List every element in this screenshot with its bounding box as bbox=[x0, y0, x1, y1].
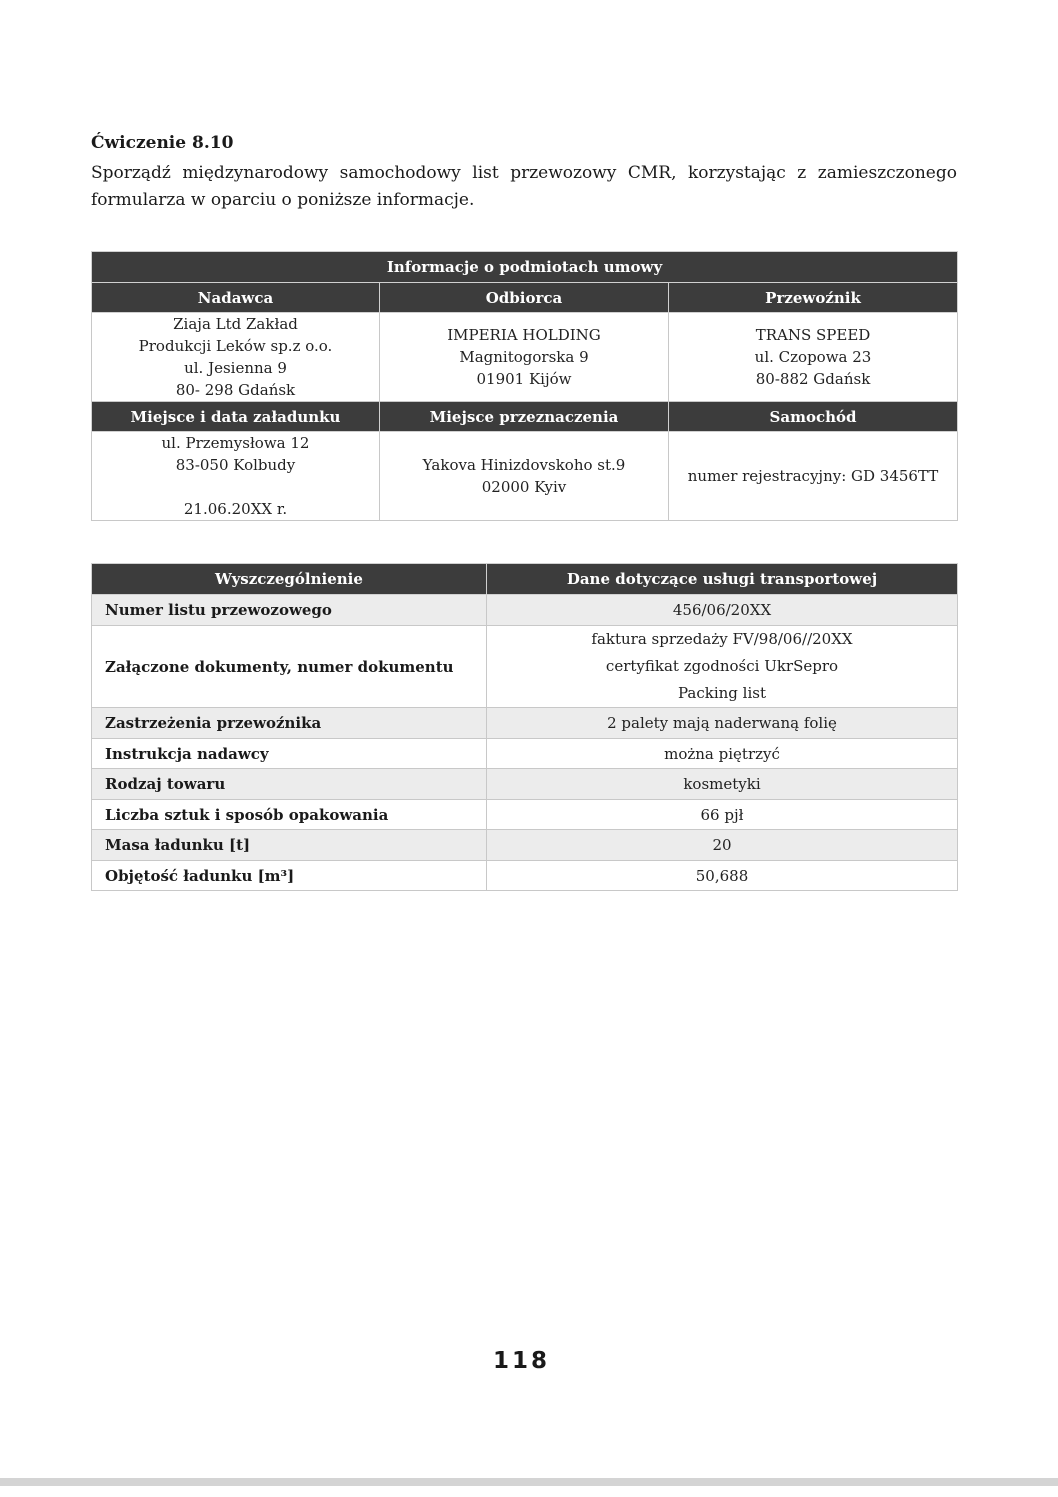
bottom-divider bbox=[0, 1478, 1058, 1486]
carrier-line: ul. Czopowa 23 bbox=[754, 348, 872, 366]
header-przewoznik: Przewoźnik bbox=[669, 283, 958, 313]
row-label: Liczba sztuk i sposób opakowania bbox=[92, 800, 487, 830]
header-loading-place-date: Miejsce i data załadunku bbox=[92, 402, 380, 432]
table-row bbox=[92, 739, 958, 769]
row-label: Rodzaj towaru bbox=[92, 769, 487, 800]
row-label: Instrukcja nadawcy bbox=[92, 739, 487, 769]
document-line: Packing list bbox=[677, 684, 766, 702]
page-number: 118 bbox=[492, 1348, 550, 1374]
header-specification: Wyszczególnienie bbox=[92, 564, 487, 595]
sender-line: Ziaja Ltd Zakład bbox=[173, 315, 298, 333]
row-value bbox=[487, 626, 958, 708]
recipient-line: IMPERIA HOLDING bbox=[447, 326, 601, 344]
document-line: certyfikat zgodności UkrSepro bbox=[605, 657, 839, 675]
carrier-cell bbox=[669, 313, 958, 402]
exercise-title: Ćwiczenie 8.10 bbox=[91, 133, 234, 153]
table-row bbox=[92, 861, 958, 891]
row-value: 456/06/20XX bbox=[487, 595, 958, 626]
header-odbiorca: Odbiorca bbox=[380, 283, 669, 313]
row-value: 2 palety mają naderwaną folię bbox=[487, 708, 958, 739]
table-row bbox=[92, 800, 958, 830]
row-value: kosmetyki bbox=[487, 769, 958, 800]
carrier-line: 80-882 Gdańsk bbox=[755, 370, 871, 388]
loading-line: ul. Przemysłowa 12 bbox=[161, 434, 310, 452]
row-value: 50,688 bbox=[487, 861, 958, 891]
details-table bbox=[91, 563, 958, 891]
header-nadawca: Nadawca bbox=[92, 283, 380, 313]
loading-place-cell bbox=[92, 432, 380, 521]
row-label: Numer listu przewozowego bbox=[92, 595, 487, 626]
sender-line: Produkcji Leków sp.z o.o. bbox=[138, 337, 333, 355]
row-label: Załączone dokumenty, numer dokumentu bbox=[92, 626, 487, 708]
row-label: Masa ładunku [t] bbox=[92, 830, 487, 861]
vehicle-cell bbox=[669, 432, 958, 521]
table-row bbox=[92, 595, 958, 626]
exercise-instruction: Sporządź międzynarodowy samochodowy list przewozowy CMR, korzystając z zamieszczonego formularza w oparciu o poniższe informacje. bbox=[91, 163, 957, 210]
header-destination: Miejsce przeznaczenia bbox=[380, 402, 669, 432]
loading-line bbox=[92, 476, 379, 498]
sender-line: ul. Jesienna 9 bbox=[184, 359, 287, 377]
destination-line: Yakova Hinizdovskoho st.9 bbox=[422, 456, 626, 474]
loading-date: 21.06.20XX r. bbox=[183, 500, 288, 518]
recipient-line: 01901 Kijów bbox=[476, 370, 572, 388]
sender-line: 80- 298 Gdańsk bbox=[175, 381, 296, 399]
loading-line: 83-050 Kolbudy bbox=[175, 456, 296, 474]
header-transport-data: Dane dotyczące usługi transportowej bbox=[487, 564, 958, 595]
header-vehicle: Samochód bbox=[669, 402, 958, 432]
row-label: Zastrzeżenia przewoźnika bbox=[92, 708, 487, 739]
document-line: faktura sprzedaży FV/98/06//20XX bbox=[591, 630, 853, 648]
vehicle-registration: numer rejestracyjny: GD 3456TT bbox=[687, 467, 939, 485]
carrier-line: TRANS SPEED bbox=[755, 326, 871, 344]
recipient-line: Magnitogorska 9 bbox=[459, 348, 589, 366]
recipient-cell bbox=[380, 313, 669, 402]
destination-line: 02000 Kyiv bbox=[481, 478, 567, 496]
sender-cell bbox=[92, 313, 380, 402]
table-row bbox=[92, 708, 958, 739]
row-value: można piętrzyć bbox=[487, 739, 958, 769]
table-row bbox=[92, 769, 958, 800]
row-label: Objętość ładunku [m³] bbox=[92, 861, 487, 891]
table-row bbox=[92, 830, 958, 861]
row-value: 20 bbox=[487, 830, 958, 861]
parties-table-title: Informacje o podmiotach umowy bbox=[92, 252, 958, 283]
table-row bbox=[92, 626, 958, 708]
destination-cell bbox=[380, 432, 669, 521]
parties-table bbox=[91, 251, 958, 521]
row-value: 66 pjł bbox=[487, 800, 958, 830]
